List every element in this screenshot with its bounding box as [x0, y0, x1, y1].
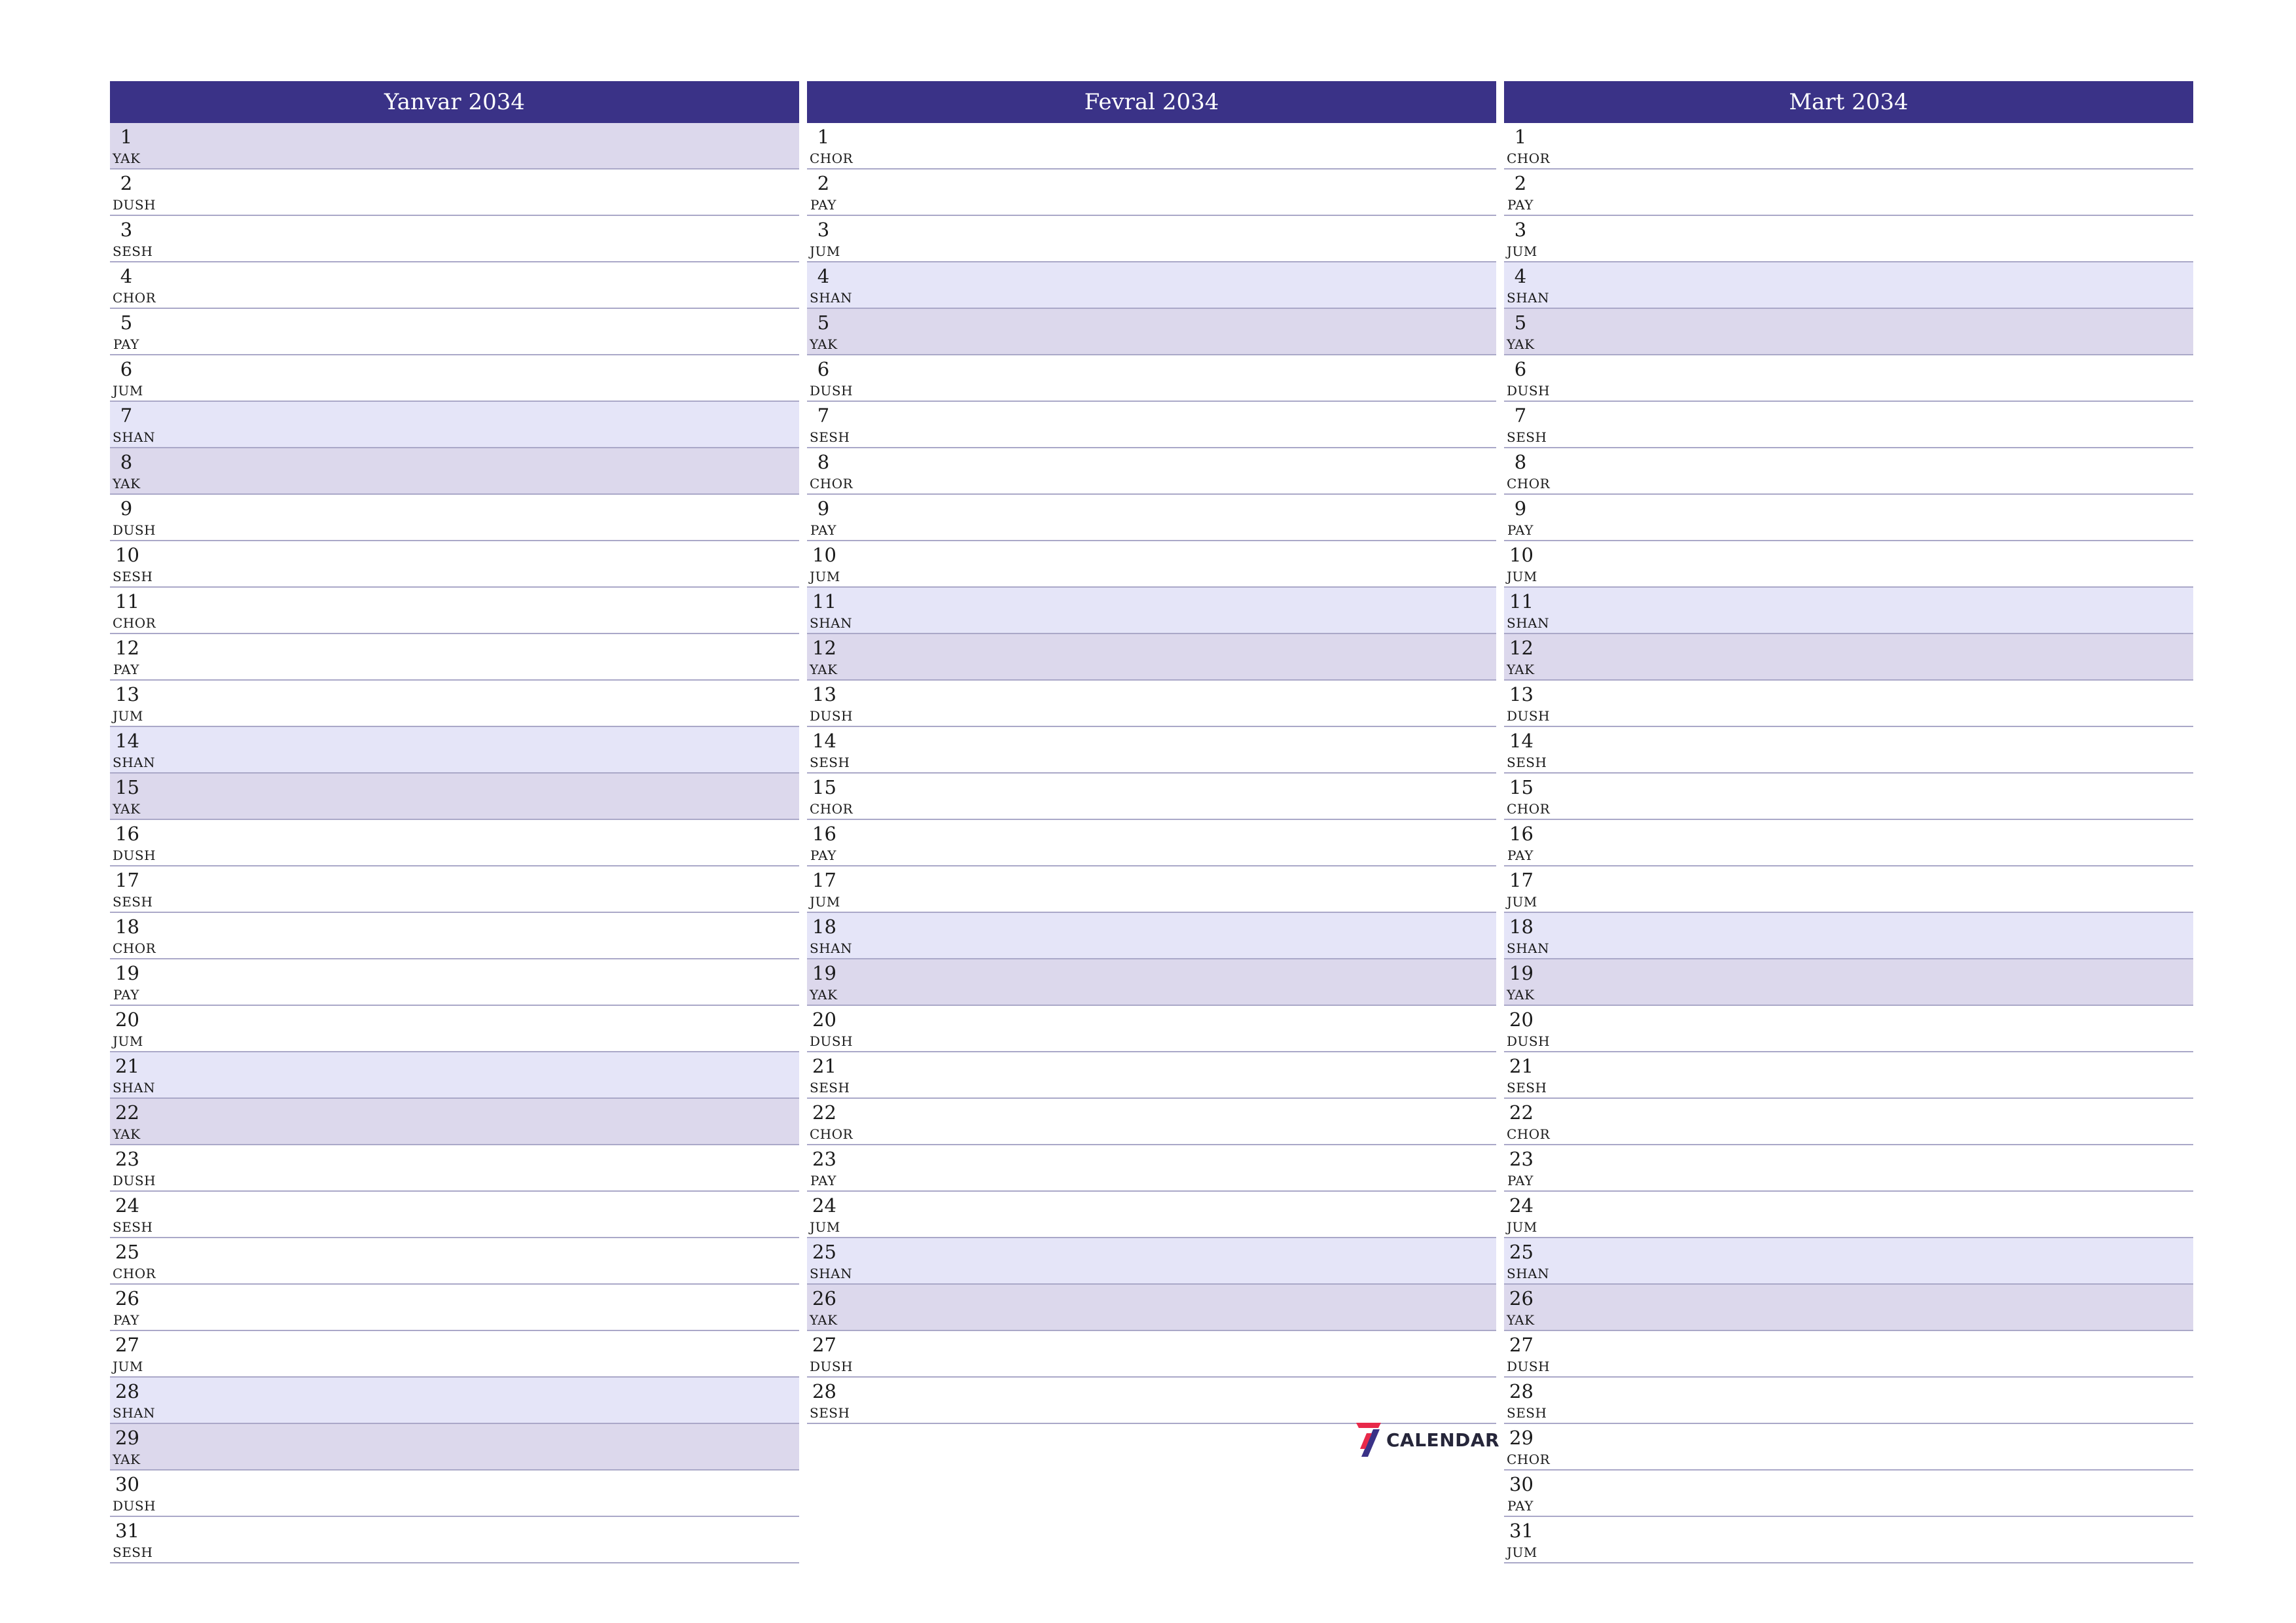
- day-row: [1504, 1285, 2193, 1331]
- day-row: [1504, 309, 2193, 355]
- day-number: 10: [812, 544, 836, 566]
- seven-logo-icon: [1354, 1421, 1382, 1458]
- weekday-label: YAK: [810, 1312, 838, 1328]
- day-number: 18: [1509, 916, 1534, 938]
- weekday-label: DUSH: [810, 383, 853, 399]
- weekday-label: PAY: [1507, 1173, 1534, 1188]
- day-row: [110, 1145, 799, 1192]
- weekday-label: DUSH: [113, 522, 156, 538]
- day-row: [110, 1192, 799, 1238]
- day-row: [1504, 774, 2193, 820]
- weekday-label: SESH: [1507, 429, 1547, 445]
- weekday-label: SESH: [810, 1080, 850, 1096]
- day-number: 21: [115, 1055, 139, 1077]
- day-row: [807, 123, 1496, 169]
- weekday-label: JUM: [1507, 894, 1537, 910]
- day-number: 12: [812, 637, 836, 659]
- weekday-label: PAY: [1507, 1498, 1534, 1514]
- weekday-label: SHAN: [810, 290, 853, 306]
- day-row: [807, 1285, 1496, 1331]
- weekday-label: PAY: [113, 336, 139, 352]
- day-row: [1504, 216, 2193, 262]
- day-number: 24: [115, 1194, 139, 1217]
- day-number: 7: [817, 404, 830, 427]
- weekday-label: CHOR: [810, 801, 853, 817]
- day-number: 15: [812, 776, 836, 798]
- day-row: [110, 959, 799, 1006]
- day-number: 4: [120, 265, 133, 287]
- day-row: [1504, 913, 2193, 959]
- day-number: 11: [115, 590, 139, 613]
- day-row: [1504, 1238, 2193, 1285]
- day-number: 13: [1509, 683, 1534, 705]
- day-number: 10: [115, 544, 139, 566]
- day-number: 1: [1514, 126, 1527, 148]
- day-list: [1504, 123, 2193, 1563]
- day-row: [110, 216, 799, 262]
- day-number: 8: [120, 451, 133, 473]
- day-number: 3: [817, 219, 830, 241]
- day-number: 27: [1509, 1334, 1534, 1356]
- day-number: 5: [1514, 312, 1527, 334]
- day-number: 13: [812, 683, 836, 705]
- weekday-label: SHAN: [113, 1080, 156, 1096]
- weekday-label: YAK: [113, 151, 141, 166]
- day-row: [110, 1099, 799, 1145]
- day-row: [1504, 634, 2193, 681]
- day-number: 1: [120, 126, 133, 148]
- day-row: [1504, 169, 2193, 216]
- day-row: [1504, 1145, 2193, 1192]
- day-number: 27: [812, 1334, 836, 1356]
- day-number: 2: [1514, 172, 1527, 194]
- weekday-label: CHOR: [113, 290, 156, 306]
- weekday-label: SHAN: [113, 755, 156, 770]
- weekday-label: PAY: [1507, 847, 1534, 863]
- day-number: 8: [817, 451, 830, 473]
- weekday-label: YAK: [113, 801, 141, 817]
- day-row: [110, 1378, 799, 1424]
- weekday-label: CHOR: [810, 151, 853, 166]
- day-row: [110, 1471, 799, 1517]
- weekday-label: CHOR: [810, 1126, 853, 1142]
- day-number: 22: [1509, 1101, 1534, 1124]
- day-row: [110, 262, 799, 309]
- day-number: 1: [817, 126, 830, 148]
- weekday-label: JUM: [810, 894, 840, 910]
- weekday-label: SHAN: [810, 1266, 853, 1281]
- weekday-label: CHOR: [1507, 151, 1551, 166]
- day-row: [807, 309, 1496, 355]
- day-number: 6: [1514, 358, 1527, 380]
- day-number: 12: [1509, 637, 1534, 659]
- day-number: 26: [1509, 1287, 1534, 1310]
- weekday-label: SESH: [113, 243, 153, 259]
- day-row: [1504, 1378, 2193, 1424]
- day-row: [1504, 262, 2193, 309]
- day-number: 28: [115, 1380, 139, 1402]
- day-row: [807, 169, 1496, 216]
- day-row: [110, 727, 799, 774]
- day-number: 20: [1509, 1008, 1534, 1031]
- day-number: 6: [120, 358, 133, 380]
- weekday-label: YAK: [810, 336, 838, 352]
- day-row: [1504, 1192, 2193, 1238]
- month-january: [110, 81, 799, 1563]
- day-number: 25: [115, 1241, 139, 1263]
- day-row: [110, 913, 799, 959]
- day-number: 14: [1509, 730, 1534, 752]
- day-number: 2: [817, 172, 830, 194]
- day-row: [807, 541, 1496, 588]
- weekday-label: CHOR: [113, 1266, 156, 1281]
- weekday-label: SHAN: [1507, 615, 1550, 631]
- day-number: 9: [1514, 497, 1527, 520]
- day-number: 2: [120, 172, 133, 194]
- weekday-label: JUM: [1507, 1219, 1537, 1235]
- weekday-label: YAK: [810, 662, 838, 677]
- day-row: [807, 448, 1496, 495]
- day-number: 22: [115, 1101, 139, 1124]
- day-row: [1504, 1006, 2193, 1052]
- day-row: [110, 588, 799, 634]
- month-title: Mart 2034: [1504, 81, 2193, 123]
- weekday-label: CHOR: [1507, 1452, 1551, 1467]
- day-number: 16: [115, 823, 139, 845]
- day-row: [1504, 355, 2193, 402]
- brand-logo: [1354, 1420, 1499, 1459]
- day-number: 22: [812, 1101, 836, 1124]
- day-number: 26: [115, 1287, 139, 1310]
- weekday-label: DUSH: [1507, 383, 1551, 399]
- day-row: [1504, 1331, 2193, 1378]
- weekday-label: CHOR: [810, 476, 853, 491]
- day-row: [110, 495, 799, 541]
- day-row: [110, 1238, 799, 1285]
- day-number: 29: [1509, 1427, 1534, 1449]
- month-title: Yanvar 2034: [110, 81, 799, 123]
- day-number: 7: [1514, 404, 1527, 427]
- day-row: [110, 1424, 799, 1471]
- weekday-label: SESH: [113, 1219, 153, 1235]
- day-row: [1504, 959, 2193, 1006]
- weekday-label: PAY: [1507, 522, 1534, 538]
- weekday-label: CHOR: [113, 940, 156, 956]
- day-number: 13: [115, 683, 139, 705]
- day-row: [807, 820, 1496, 866]
- day-row: [807, 495, 1496, 541]
- day-row: [807, 1052, 1496, 1099]
- day-number: 20: [115, 1008, 139, 1031]
- day-row: [110, 866, 799, 913]
- day-row: [110, 355, 799, 402]
- weekday-label: CHOR: [113, 615, 156, 631]
- day-number: 5: [817, 312, 830, 334]
- day-row: [807, 1145, 1496, 1192]
- day-number: 14: [115, 730, 139, 752]
- weekday-label: SHAN: [113, 429, 156, 445]
- weekday-label: SHAN: [113, 1405, 156, 1421]
- day-number: 23: [1509, 1148, 1534, 1170]
- weekday-label: PAY: [1507, 197, 1534, 213]
- weekday-label: SESH: [113, 569, 153, 584]
- day-row: [807, 866, 1496, 913]
- weekday-label: JUM: [113, 708, 143, 724]
- weekday-label: DUSH: [810, 1033, 853, 1049]
- day-number: 4: [817, 265, 830, 287]
- day-row: [807, 1099, 1496, 1145]
- day-number: 21: [812, 1055, 836, 1077]
- weekday-label: DUSH: [810, 708, 853, 724]
- day-number: 20: [812, 1008, 836, 1031]
- day-number: 17: [1509, 869, 1534, 891]
- day-row: [1504, 681, 2193, 727]
- day-row: [807, 355, 1496, 402]
- weekday-label: JUM: [113, 1359, 143, 1374]
- day-row: [807, 1192, 1496, 1238]
- day-row: [1504, 495, 2193, 541]
- day-number: 15: [115, 776, 139, 798]
- weekday-label: YAK: [1507, 336, 1535, 352]
- day-row: [807, 1006, 1496, 1052]
- weekday-label: SESH: [1507, 1405, 1547, 1421]
- weekday-label: YAK: [113, 476, 141, 491]
- month-february: [807, 81, 1496, 1424]
- day-number: 19: [1509, 962, 1534, 984]
- weekday-label: DUSH: [113, 847, 156, 863]
- weekday-label: SESH: [810, 1405, 850, 1421]
- weekday-label: PAY: [810, 197, 836, 213]
- day-number: 4: [1514, 265, 1527, 287]
- logo-text: CALENDAR: [1386, 1429, 1500, 1451]
- day-row: [1504, 123, 2193, 169]
- weekday-label: YAK: [1507, 1312, 1535, 1328]
- weekday-label: SHAN: [810, 940, 853, 956]
- weekday-label: DUSH: [1507, 708, 1551, 724]
- weekday-label: SESH: [810, 755, 850, 770]
- day-row: [110, 1052, 799, 1099]
- weekday-label: PAY: [113, 662, 139, 677]
- day-row: [807, 1378, 1496, 1424]
- day-number: 17: [115, 869, 139, 891]
- day-row: [807, 727, 1496, 774]
- day-number: 11: [1509, 590, 1534, 613]
- day-number: 30: [1509, 1473, 1534, 1495]
- day-number: 31: [1509, 1520, 1534, 1542]
- day-row: [807, 588, 1496, 634]
- month-march: [1504, 81, 2193, 1563]
- weekday-label: SHAN: [1507, 940, 1550, 956]
- day-number: 31: [115, 1520, 139, 1542]
- day-row: [807, 774, 1496, 820]
- day-number: 19: [115, 962, 139, 984]
- day-row: [110, 541, 799, 588]
- weekday-label: YAK: [1507, 662, 1535, 677]
- day-number: 18: [115, 916, 139, 938]
- day-row: [110, 448, 799, 495]
- day-row: [1504, 541, 2193, 588]
- weekday-label: DUSH: [113, 1498, 156, 1514]
- weekday-label: CHOR: [1507, 1126, 1551, 1142]
- weekday-label: CHOR: [1507, 476, 1551, 491]
- weekday-label: DUSH: [113, 1173, 156, 1188]
- day-number: 24: [812, 1194, 836, 1217]
- weekday-label: SESH: [113, 1544, 153, 1560]
- day-row: [807, 681, 1496, 727]
- weekday-label: SESH: [810, 429, 850, 445]
- weekday-label: PAY: [810, 522, 836, 538]
- day-number: 19: [812, 962, 836, 984]
- day-row: [110, 681, 799, 727]
- weekday-label: PAY: [113, 987, 139, 1003]
- day-row: [110, 309, 799, 355]
- day-row: [807, 1331, 1496, 1378]
- weekday-label: JUM: [1507, 243, 1537, 259]
- day-number: 25: [812, 1241, 836, 1263]
- day-number: 10: [1509, 544, 1534, 566]
- day-row: [1504, 1517, 2193, 1563]
- day-row: [110, 774, 799, 820]
- day-row: [807, 634, 1496, 681]
- day-number: 7: [120, 404, 133, 427]
- day-row: [1504, 820, 2193, 866]
- day-number: 9: [817, 497, 830, 520]
- day-number: 29: [115, 1427, 139, 1449]
- day-number: 11: [812, 590, 836, 613]
- day-row: [110, 1006, 799, 1052]
- day-number: 27: [115, 1334, 139, 1356]
- day-number: 15: [1509, 776, 1534, 798]
- weekday-label: YAK: [810, 987, 838, 1003]
- day-number: 18: [812, 916, 836, 938]
- day-number: 16: [812, 823, 836, 845]
- weekday-label: JUM: [113, 383, 143, 399]
- weekday-label: CHOR: [1507, 801, 1551, 817]
- day-number: 26: [812, 1287, 836, 1310]
- day-row: [110, 123, 799, 169]
- day-number: 24: [1509, 1194, 1534, 1217]
- weekday-label: YAK: [1507, 987, 1535, 1003]
- day-row: [110, 1285, 799, 1331]
- day-number: 9: [120, 497, 133, 520]
- weekday-label: SESH: [1507, 1080, 1547, 1096]
- day-number: 17: [812, 869, 836, 891]
- weekday-label: SESH: [1507, 755, 1547, 770]
- day-row: [807, 913, 1496, 959]
- day-list: [807, 123, 1496, 1424]
- weekday-label: SHAN: [1507, 1266, 1550, 1281]
- day-number: 23: [812, 1148, 836, 1170]
- weekday-label: JUM: [1507, 569, 1537, 584]
- day-row: [110, 1517, 799, 1563]
- day-number: 25: [1509, 1241, 1534, 1263]
- day-list: [110, 123, 799, 1563]
- day-row: [1504, 866, 2193, 913]
- weekday-label: JUM: [810, 569, 840, 584]
- day-row: [1504, 727, 2193, 774]
- day-number: 28: [1509, 1380, 1534, 1402]
- weekday-label: DUSH: [1507, 1033, 1551, 1049]
- day-row: [1504, 402, 2193, 448]
- day-row: [1504, 1052, 2193, 1099]
- day-row: [1504, 1099, 2193, 1145]
- weekday-label: JUM: [113, 1033, 143, 1049]
- day-number: 23: [115, 1148, 139, 1170]
- day-row: [807, 1238, 1496, 1285]
- day-row: [807, 959, 1496, 1006]
- weekday-label: DUSH: [1507, 1359, 1551, 1374]
- day-row: [807, 216, 1496, 262]
- day-number: 5: [120, 312, 133, 334]
- day-row: [1504, 1471, 2193, 1517]
- weekday-label: DUSH: [113, 197, 156, 213]
- weekday-label: JUM: [810, 1219, 840, 1235]
- day-number: 3: [1514, 219, 1527, 241]
- weekday-label: YAK: [113, 1126, 141, 1142]
- day-row: [110, 820, 799, 866]
- day-row: [110, 634, 799, 681]
- weekday-label: YAK: [113, 1452, 141, 1467]
- day-row: [807, 402, 1496, 448]
- day-row: [1504, 1424, 2193, 1471]
- day-row: [807, 262, 1496, 309]
- day-row: [110, 402, 799, 448]
- day-number: 16: [1509, 823, 1534, 845]
- weekday-label: JUM: [810, 243, 840, 259]
- weekday-label: PAY: [810, 847, 836, 863]
- day-number: 12: [115, 637, 139, 659]
- weekday-label: SHAN: [1507, 290, 1550, 306]
- weekday-label: PAY: [810, 1173, 836, 1188]
- day-number: 30: [115, 1473, 139, 1495]
- day-row: [1504, 448, 2193, 495]
- day-row: [110, 169, 799, 216]
- day-number: 6: [817, 358, 830, 380]
- weekday-label: SHAN: [810, 615, 853, 631]
- day-row: [1504, 588, 2193, 634]
- weekday-label: SESH: [113, 894, 153, 910]
- weekday-label: DUSH: [810, 1359, 853, 1374]
- day-number: 3: [120, 219, 133, 241]
- day-number: 8: [1514, 451, 1527, 473]
- day-row: [110, 1331, 799, 1378]
- weekday-label: JUM: [1507, 1544, 1537, 1560]
- day-number: 14: [812, 730, 836, 752]
- month-title: Fevral 2034: [807, 81, 1496, 123]
- weekday-label: PAY: [113, 1312, 139, 1328]
- day-number: 28: [812, 1380, 836, 1402]
- day-number: 21: [1509, 1055, 1534, 1077]
